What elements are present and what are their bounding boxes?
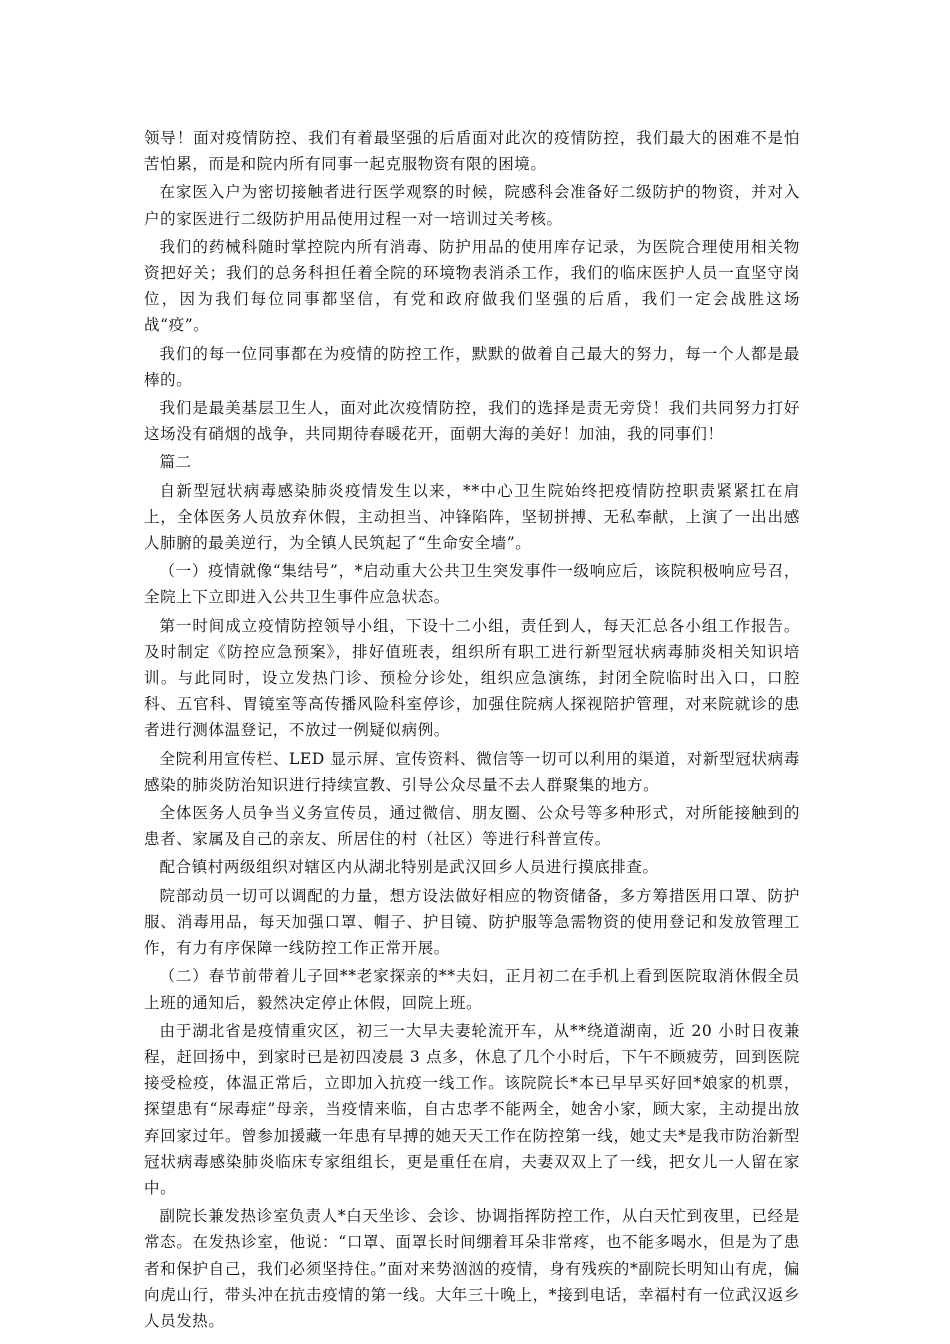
paragraph-3: 我们的药械科随时掌控院内所有消毒、防护用品的使用库存记录，为医院合理使用相关物资把好关；我们的总务科担任着全院的环境物表消杀工作，我们的临床医护人员一直坚守岗位，因为我们每位同事都坚信，有党和政府做我们坚强的后盾，我们一定会战胜这场战“疫”。: [144, 237, 800, 335]
section-heading-part-two: 篇二: [159, 453, 192, 472]
document-body: [144, 125, 800, 1336]
paragraph-2: 在家医入户为密切接触者进行医学观察的时候，院感科会准备好二级防护的物资，并对入户的家医进行二级防护用品使用过程一对一培训过关考核。: [144, 183, 800, 228]
paragraph-5: 我们是最美基层卫生人，面对此次疫情防控，我们的选择是责无旁贷！我们共同努力打好这场没有硝烟的战争，共同期待春暖花开，面朝大海的美好！加油，我的同事们！: [144, 399, 800, 444]
paragraph-12: 配合镇村两级组织对辖区内从湖北特别是武汉回乡人员进行摸底排查。: [159, 858, 659, 877]
paragraph-8: （一）疫情就像“集结号”，*启动重大公共卫生突发事件一级响应后，该院积极响应号召，全院上下立即进入公共卫生事件应急状态。: [144, 562, 800, 607]
paragraph-11: 全体医务人员争当义务宣传员，通过微信、朋友圈、公众号等多种形式，对所能接触到的患者、家属及自己的亲友、所居住的村（社区）等进行科普宣传。: [144, 804, 800, 849]
paragraph-7: 自新型冠状病毒感染肺炎疫情发生以来，**中心卫生院始终把疫情防控职责紧紧扛在肩上，全体医务人员放弃休假，主动担当、冲锋陷阵，坚韧拼搏、无私奉献，上演了一出出感人肺腑的最美逆行，为全镇人民筑起了“生命安全墙”。: [144, 481, 800, 553]
paragraph-1: 领导！面对疫情防控、我们有着最坚强的后盾面对此次的疫情防控，我们最大的困难不是怕苦怕累，而是和院内所有同事一起克服物资有限的困境。: [144, 129, 800, 174]
paragraph-16: 副院长兼发热诊室负责人*白天坐诊、会诊、协调指挥防控工作，从白天忙到夜里，已经是常态。在发热诊室，他说：“口罩、面罩长时间绷着耳朵非常疼，也不能多喝水，但是为了患者和保护自己，我们必须坚持住。”面对来势汹汹的疫情，身有残疾的*副院长明知山有虎，偏向虎山行，带头冲在抗击疫情的第一线。大年三十晚上，*接到电话，幸福村有一位武汉返乡人员发热。: [144, 1207, 800, 1330]
paragraph-4: 我们的每一位同事都在为疫情的防控工作，默默的做着自己最大的努力，每一个人都是最棒的。: [144, 344, 800, 389]
paragraph-10: 全院利用宣传栏、LED 显示屏、宣传资料、微信等一切可以利用的渠道，对新型冠状病毒感染的肺炎防治知识进行持续宣教、引导公众尽量不去人群聚集的地方。: [144, 749, 800, 794]
paragraph-15: 由于湖北省是疫情重灾区，初三一大早夫妻轮流开车，从**绕道湖南，近 20 小时日夜兼程，赶回扬中，到家时已是初四凌晨 3 点多，休息了几个小时后，下午不顾疲劳，回到医院接受检疫，体温正常后，立即加入抗疫一线工作。该院院长*本已早早买好回*娘家的机票，探望患有“尿毒症”母亲，当疫情来临，自古忠孝不能两全，她舍小家，顾大家，主动提出放弃回家过年。曾参加援藏一年患有早搏的她天天工作在防控第一线，她丈夫*是我市防治新型冠状病毒感染肺炎临床专家组组长，更是重任在肩，夫妻双双上了一线，把女儿一人留在家中。: [144, 1021, 800, 1197]
paragraph-9: 第一时间成立疫情防控领导小组，下设十二小组，责任到人，每天汇总各小组工作报告。及时制定《防控应急预案》，排好值班表，组织所有职工进行新型冠状病毒肺炎相关知识培训。与此同时，设立发热门诊、预检分诊处，组织应急演练，封闭全院临时出入口，口腔科、五官科、胃镜室等高传播风险科室停诊，加强住院病人探视陪护管理，对来院就诊的患者进行测体温登记，不放过一例疑似病例。: [144, 616, 800, 740]
paragraph-13: 院部动员一切可以调配的力量，想方设法做好相应的物资储备，多方筹措医用口罩、防护服、消毒用品，每天加强口罩、帽子、护目镜、防护服等急需物资的使用登记和发放管理工作，有力有序保障一线防控工作正常开展。: [144, 886, 800, 958]
paragraph-14: （二）春节前带着儿子回**老家探亲的**夫妇，正月初二在手机上看到医院取消休假全员上班的通知后，毅然决定停止休假，回院上班。: [144, 967, 800, 1012]
